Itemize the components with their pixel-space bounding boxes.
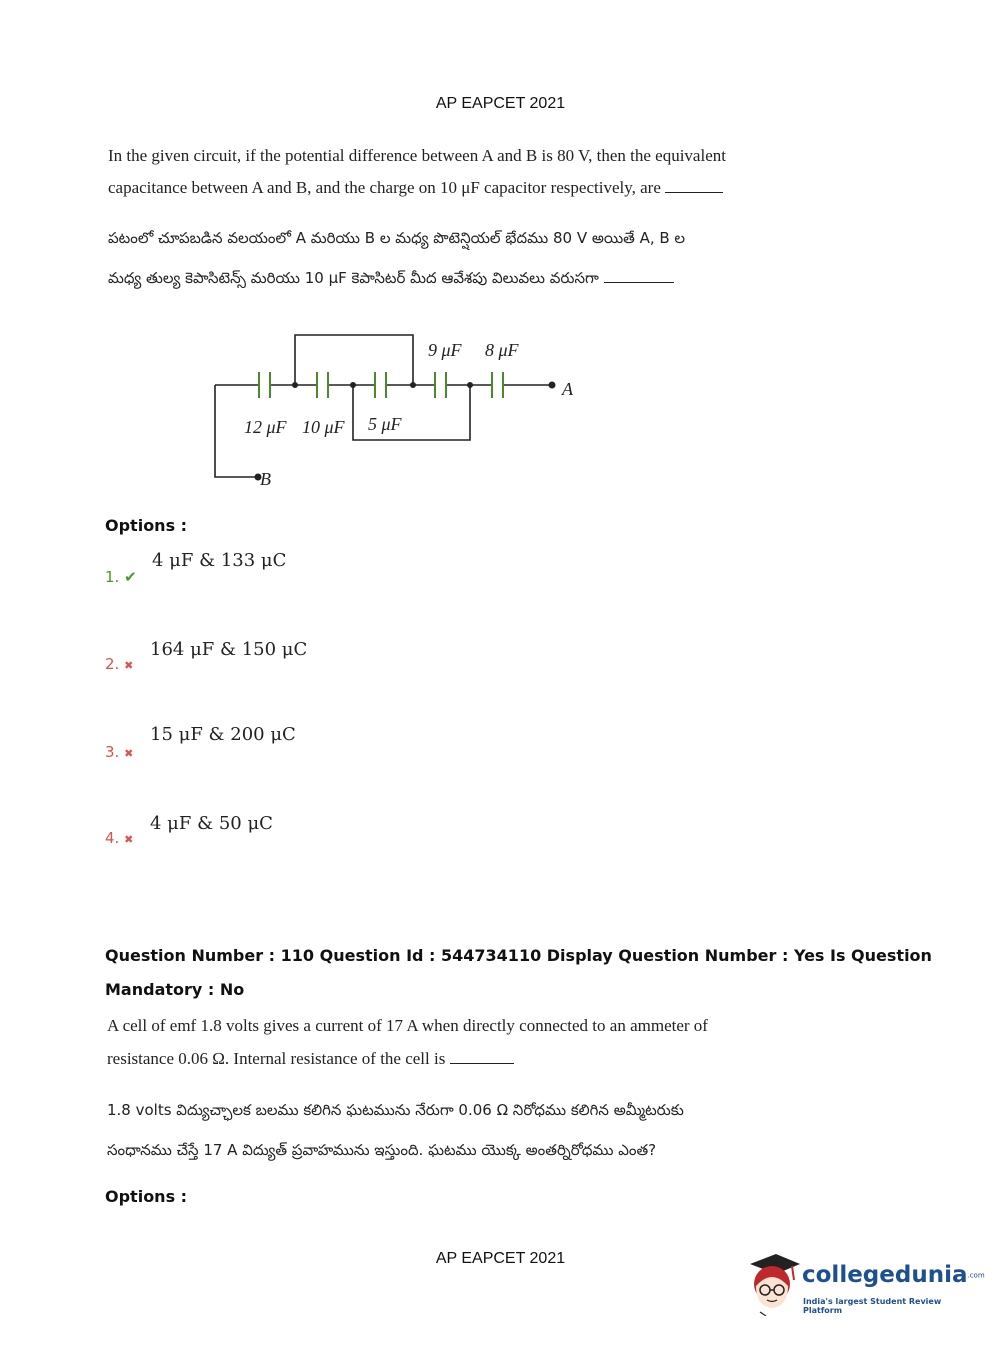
option-3-number	[105, 743, 133, 761]
question2-text-en-line2-content: resistance 0.06 Ω. Internal resistance of the cell is	[107, 1049, 446, 1068]
collegedunia-logo	[742, 1250, 985, 1320]
capacitor-10uf	[317, 372, 328, 398]
option-4-text[interactable]: 4 μF & 50 μC	[150, 813, 273, 834]
option-2-text[interactable]: 164 μF & 150 μC	[150, 639, 308, 660]
answer-blank	[665, 178, 723, 193]
wrong-cross-icon: ✖	[124, 833, 134, 846]
question2-text-en-line2	[107, 1043, 514, 1075]
label-10uf: 10 μF	[302, 417, 345, 437]
question-meta-line1: Question Number : 110 Question Id : 544734110 Display Question Number : Yes Is Question	[105, 946, 932, 965]
question2-text-te-line1: 1.8 volts విద్యుచ్ఛాలక బలము కలిగిన ఘటమును నేరుగా 0.06 Ω నిరోధము కలిగిన అమ్మీటరుకు	[107, 1101, 684, 1119]
correct-check-icon: ✔	[124, 568, 137, 586]
question-text-te-line2	[108, 258, 674, 298]
options-label-q2: Options :	[105, 1187, 188, 1206]
junction-dots	[255, 382, 556, 481]
option-1-number	[105, 568, 137, 586]
option-2-num: 2.	[105, 655, 120, 673]
page-header: AP EAPCET 2021	[435, 95, 566, 112]
question-text-en-line2-content: capacitance between A and B, and the charge on 10 μF capacitor respectively, are	[108, 178, 661, 197]
label-terminal-a: A	[562, 379, 573, 399]
answer-blank-q2	[450, 1049, 514, 1064]
capacitor-12uf	[259, 372, 270, 398]
question-text-te-line2-content: మధ్య తుల్య కెపాసిటెన్స్ మరియు 10 μF కెపాసిటర్ మీద ఆవేశపు విలువలు వరుసగా	[108, 269, 599, 287]
options-label: Options :	[105, 516, 188, 535]
page-footer: AP EAPCET 2021	[435, 1250, 566, 1267]
option-4-num: 4.	[105, 829, 120, 847]
label-12uf: 12 μF	[244, 417, 287, 437]
logo-name: collegedunia	[802, 1262, 968, 1288]
capacitor-8uf	[492, 372, 503, 398]
question-meta-line2: Mandatory : No	[105, 980, 245, 999]
label-8uf: 8 μF	[485, 340, 519, 360]
option-4-number	[105, 829, 133, 847]
mascot-icon	[742, 1250, 802, 1316]
option-2-number	[105, 655, 133, 673]
option-3-num: 3.	[105, 743, 120, 761]
terminal-a-dot	[549, 382, 556, 389]
label-5uf: 5 μF	[368, 414, 402, 434]
question-text-te-line1: పటంలో చూపబడిన వలయంలో A మరియు B ల మధ్య పొటెన్షియల్ భేదము 80 V అయితే A, B ల	[108, 229, 686, 247]
question-text-en-line1: In the given circuit, if the potential difference between A and B is 80 V, then the equivalent	[108, 146, 726, 165]
wrong-cross-icon: ✖	[124, 659, 134, 672]
wrong-cross-icon: ✖	[124, 747, 134, 760]
answer-blank-te	[604, 268, 674, 283]
logo-wordmark	[802, 1262, 985, 1288]
label-terminal-b: B	[260, 469, 271, 489]
label-9uf: 9 μF	[428, 340, 462, 360]
option-3-text[interactable]: 15 μF & 200 μC	[150, 724, 296, 745]
question-text-en-line2	[108, 172, 723, 204]
capacitor-5uf	[375, 372, 386, 398]
logo-suffix: .com	[967, 1271, 985, 1280]
capacitor-9uf	[435, 372, 446, 398]
option-1-num: 1.	[105, 568, 120, 586]
circuit-diagram	[200, 325, 600, 500]
logo-tagline: India's largest Student Review Platform	[803, 1297, 942, 1315]
question2-text-te-line2: సంధానము చేస్తే 17 A విద్యుత్ ప్రవాహమును ఇస్తుంది. ఘటము యొక్క అంతర్నిరోధము ఎంత?	[107, 1141, 657, 1159]
option-1-text[interactable]: 4 μF & 133 μC	[152, 550, 287, 571]
question2-text-en-line1: A cell of emf 1.8 volts gives a current of 17 A when directly connected to an ammeter of	[107, 1016, 708, 1035]
